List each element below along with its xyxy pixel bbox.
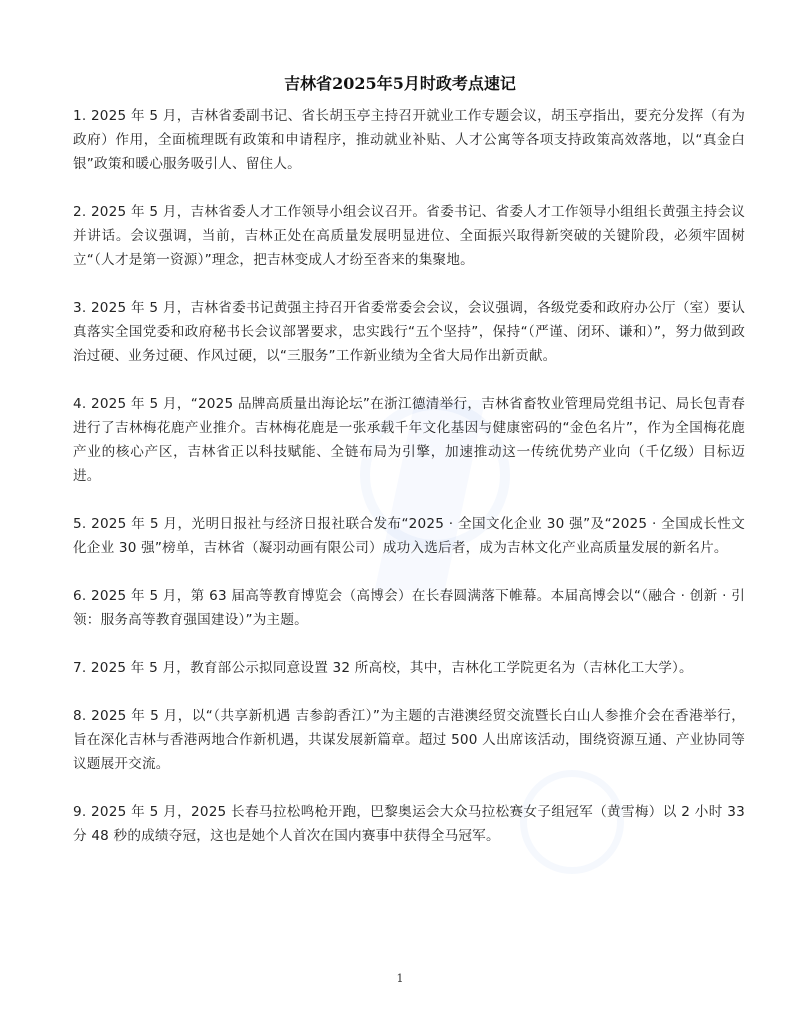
list-item: 2. 2025 年 5 月，吉林省委人才工作领导小组会议召开。省委书记、省委人才工作领导小组组长黄强主持会议并讲话。会议强调，当前，吉林正处在高质量发展明显进位、全面振兴取得新突破的关键阶段，必须牢固树立“（人才是第一资源）”理念，把吉林变成人才纷至沓来的集聚地。 xyxy=(73,204,745,268)
list-item: 4. 2025 年 5 月，“2025 品牌高质量出海论坛”在浙江德清举行，吉林省畜牧业管理局党组书记、局长包青春进行了吉林梅花鹿产业推介。吉林梅花鹿是一张承载千年文化基因与健康密码的“金色名片”，作为全国梅花鹿产业的核心产区，吉林省正以科技赋能、全链布局为引擎，加速推动这一传统优势产业向（千亿级）目标迈进。 xyxy=(73,396,745,484)
page-number: 1 xyxy=(396,972,404,985)
list-item: 6. 2025 年 5 月，第 63 届高等教育博览会（高博会）在长春圆满落下帷幕。本届高博会以“（融合 · 创新 · 引领：服务高等教育强国建设）”为主题。 xyxy=(73,588,745,628)
document-body xyxy=(73,104,745,872)
list-item: 1. 2025 年 5 月，吉林省委副书记、省长胡玉亭主持召开就业工作专题会议，胡玉亭指出，要充分发挥（有为政府）作用，全面梳理既有政策和申请程序，推动就业补贴、人才公寓等各项支持政策高效落地，以“真金白银”政策和暖心服务吸引人、留住人。 xyxy=(73,108,745,172)
list-item: 7. 2025 年 5 月，教育部公示拟同意设置 32 所高校，其中，吉林化工学院更名为（吉林化工大学）。 xyxy=(73,660,693,676)
list-item: 8. 2025 年 5 月，以“（共享新机遇 吉参韵香江）”为主题的吉港澳经贸交流暨长白山人参推介会在香港举行，旨在深化吉林与香港两地合作新机遇，共谋发展新篇章。超过 500 人出席该活动，围绕资源互通、产业协同等议题展开交流。 xyxy=(73,708,745,772)
list-item: 5. 2025 年 5 月，光明日报社与经济日报社联合发布“2025 · 全国文化企业 30 强”及“2025 · 全国成长性文化企业 30 强”榜单，吉林省（凝羽动画有限公司）成功入选后者，成为吉林文化产业高质量发展的新名片。 xyxy=(73,516,745,556)
list-item: 3. 2025 年 5 月，吉林省委书记黄强主持召开省委常委会会议，会议强调，各级党委和政府办公厅（室）要认真落实全国党委和政府秘书长会议部署要求，忠实践行“五个坚持”，保持“（严谨、闭环、谦和）”，努力做到政治过硬、业务过硬、作风过硬，以“三服务”工作新业绩为全省大局作出新贡献。 xyxy=(73,300,745,364)
page-title: 吉林省2025年5月时政考点速记 xyxy=(284,74,516,93)
list-item: 9. 2025 年 5 月，2025 长春马拉松鸣枪开跑，巴黎奥运会大众马拉松赛女子组冠军（黄雪梅）以 2 小时 33 分 48 秒的成绩夺冠，这也是她个人首次在国内赛事中获得全马冠军。 xyxy=(73,804,745,844)
